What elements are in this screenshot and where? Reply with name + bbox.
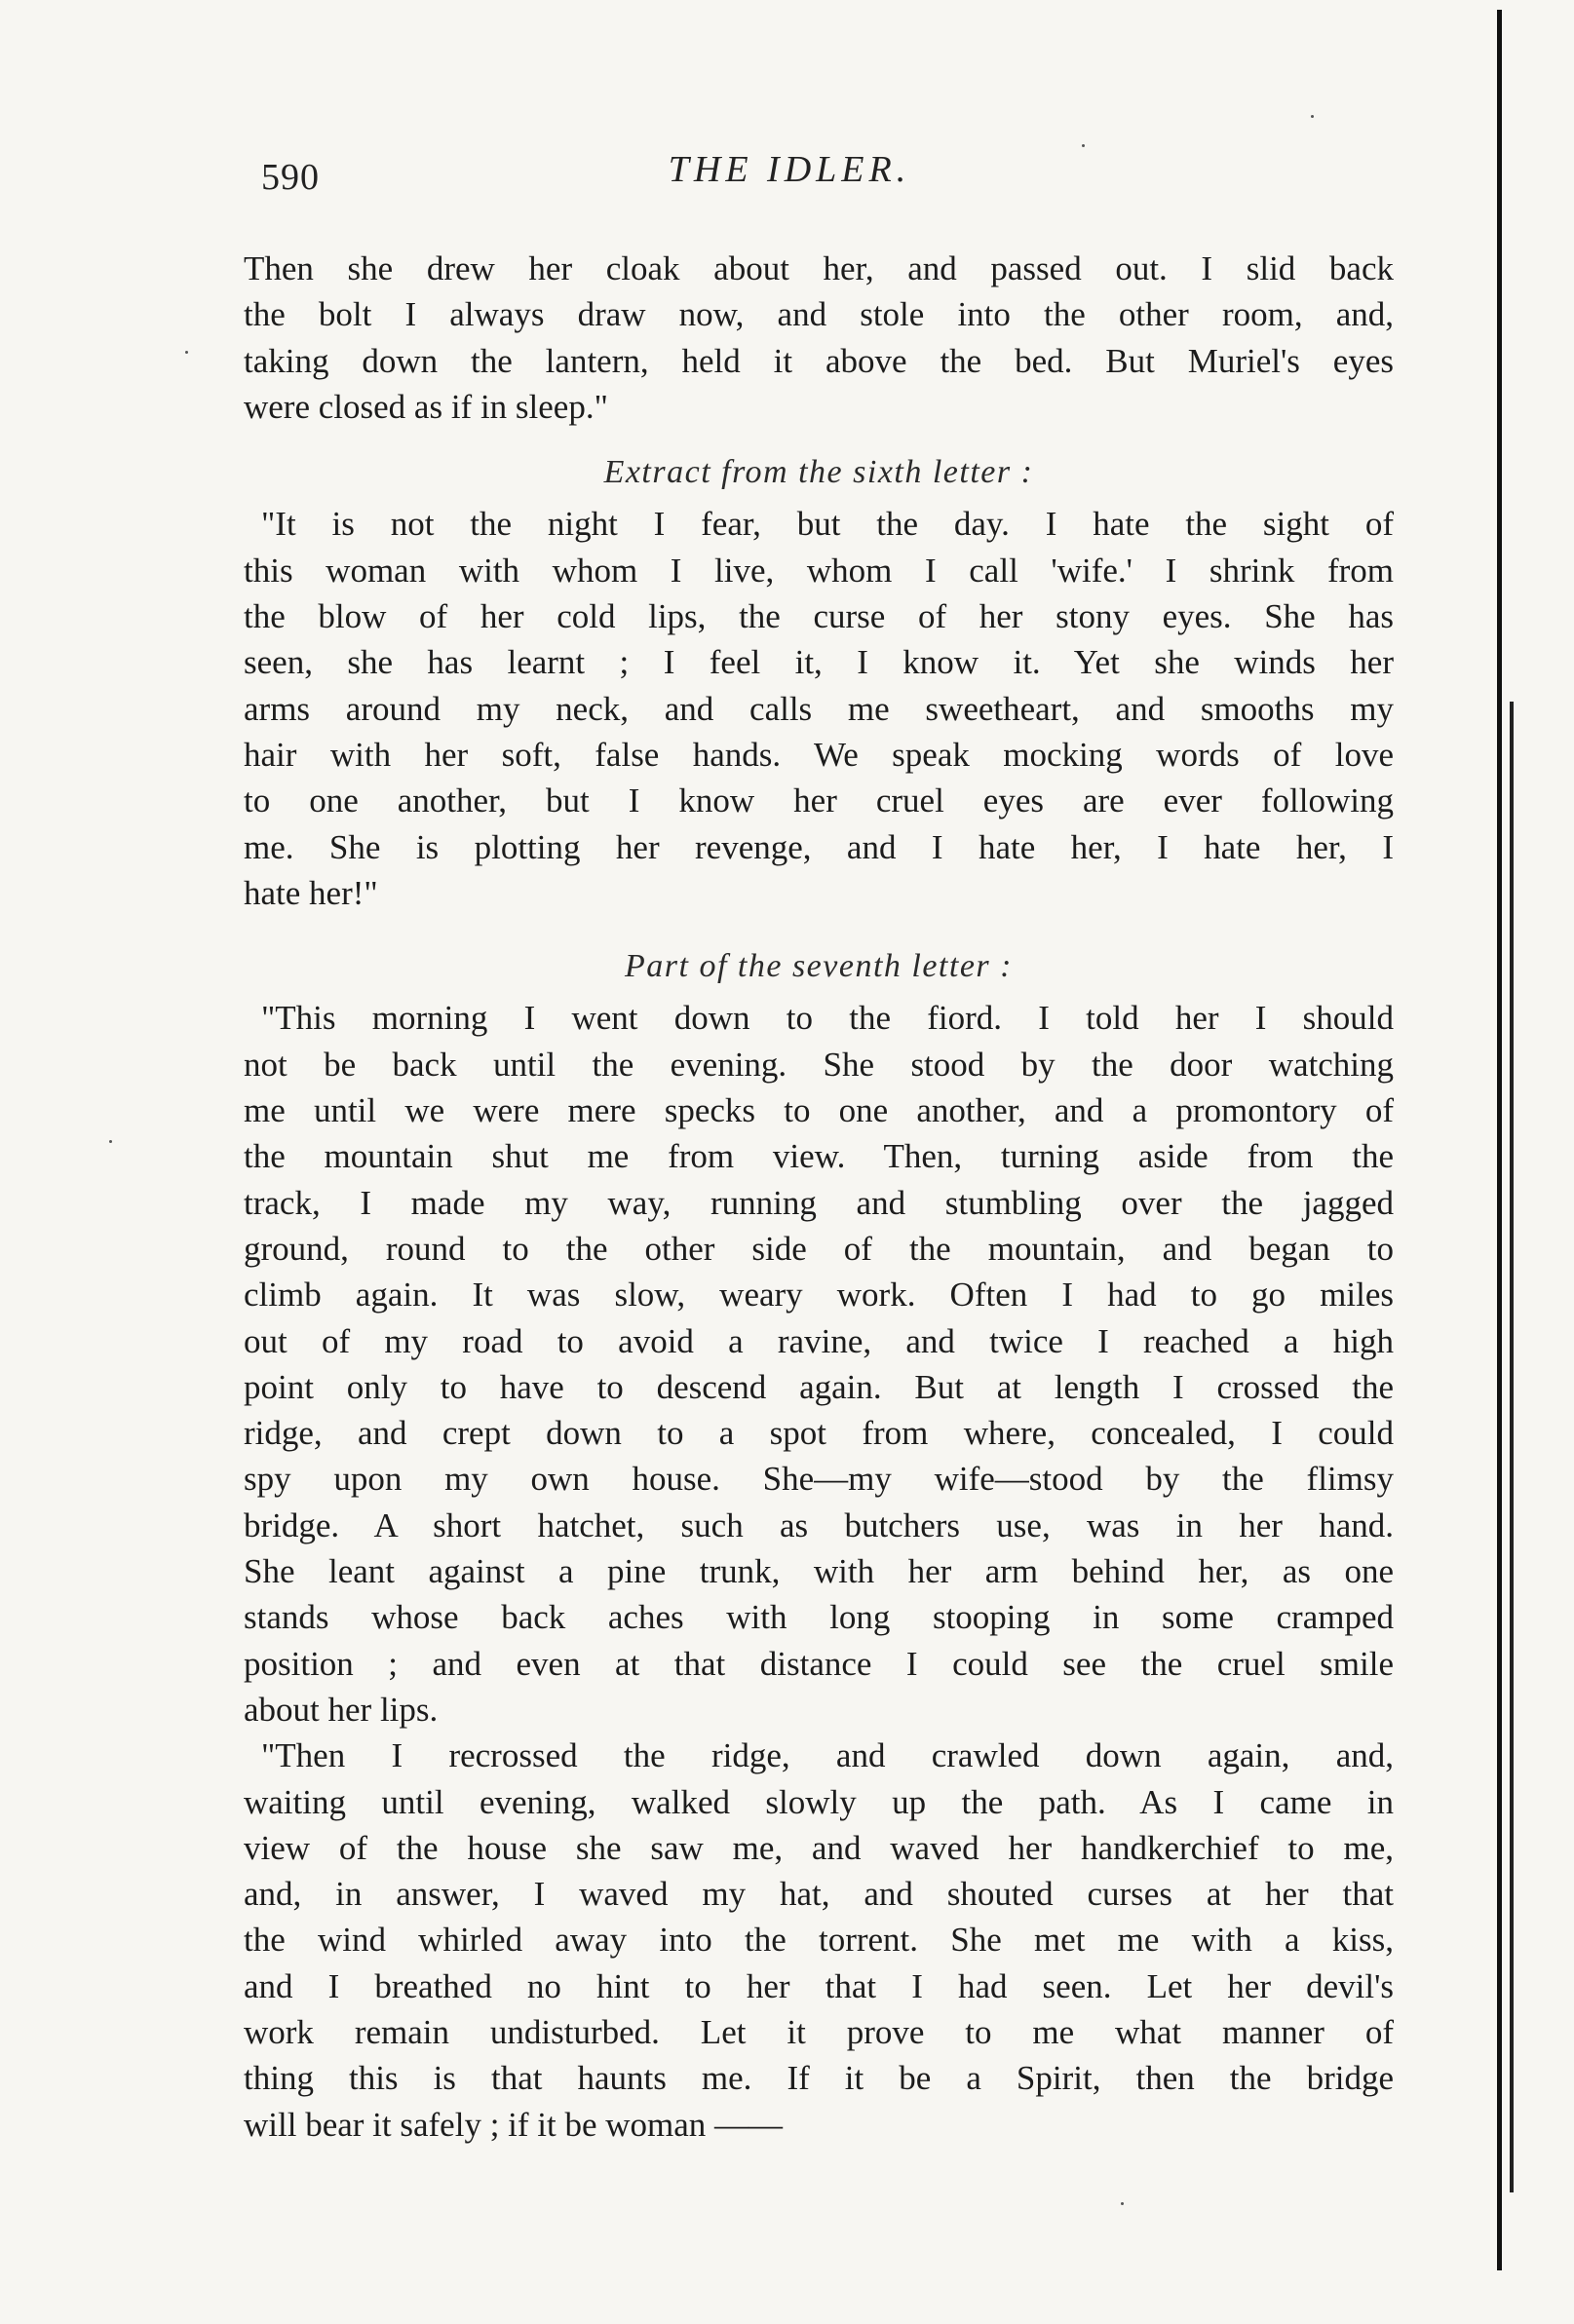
text-line: work remain undisturbed. Let it prove to me what manner of xyxy=(244,2012,1394,2051)
text-line: view of the house she saw me, and waved her handkerchief to me, xyxy=(244,1828,1394,1867)
text-line: Then she drew her cloak about her, and passed out. I slid back xyxy=(244,249,1394,287)
text-line: stands whose back aches with long stooping in some cramped xyxy=(244,1598,1394,1637)
text-line: not be back until the evening. She stood by the door watching xyxy=(244,1045,1394,1084)
text-line: the bolt I always draw now, and stole into the other room, and, xyxy=(244,295,1394,334)
text-line: out of my road to avoid a ravine, and twice I reached a high xyxy=(244,1321,1394,1360)
text-line: climb again. It was slow, weary work. Often I had to go miles xyxy=(244,1276,1394,1314)
text-line: "Then I recrossed the ridge, and crawled down again, and, xyxy=(261,1736,1394,1775)
text-line: taking down the lantern, held it above the bed. But Muriel's eyes xyxy=(244,341,1394,380)
binding-shadow-line xyxy=(1510,702,1514,2192)
text-line: hate her!" xyxy=(244,873,378,912)
text-line: and, in answer, I waved my hat, and shouted curses at her that xyxy=(244,1875,1394,1914)
text-line: track, I made my way, running and stumbling over the jagged xyxy=(244,1183,1394,1222)
paper-speck xyxy=(1082,144,1085,147)
text-line: ridge, and crept down to a spot from where, concealed, I could xyxy=(244,1414,1394,1453)
paper-speck xyxy=(109,1140,112,1143)
text-line: the mountain shut me from view. Then, turning aside from the xyxy=(244,1137,1394,1176)
section-heading-sixth-letter: Extract from the sixth letter : xyxy=(603,454,1034,491)
binding-edge-line xyxy=(1497,10,1502,2270)
paragraph-2 xyxy=(244,501,1394,916)
section-heading-seventh-letter: Part of the seventh letter : xyxy=(625,948,1013,985)
text-line: point only to have to descend again. But at length I crossed the xyxy=(244,1367,1394,1406)
text-line: this woman with whom I live, whom I call 'wife.' I shrink from xyxy=(244,551,1394,590)
text-line: hair with her soft, false hands. We speak mocking words of love xyxy=(244,735,1394,774)
paper-speck xyxy=(185,351,188,354)
text-line: "It is not the night I fear, but the day. I hate the sight of xyxy=(261,505,1394,544)
paper-speck xyxy=(1311,115,1314,118)
text-line: about her lips. xyxy=(244,1690,439,1729)
text-line: me. She is plotting her revenge, and I hate her, I hate her, I xyxy=(244,827,1394,866)
page-body xyxy=(244,246,1394,2148)
text-line: the blow of her cold lips, the curse of her stony eyes. She has xyxy=(244,597,1394,636)
text-line: arms around my neck, and calls me sweetheart, and smooths my xyxy=(244,689,1394,728)
text-line: ground, round to the other side of the mountain, and began to xyxy=(244,1229,1394,1268)
text-line: position ; and even at that distance I could see the cruel smile xyxy=(244,1644,1394,1683)
text-line: seen, she has learnt ; I feel it, I know it. Yet she winds her xyxy=(244,643,1394,682)
text-line: spy upon my own house. She—my wife—stood by the flimsy xyxy=(244,1460,1394,1499)
text-line: She leant against a pine trunk, with her arm behind her, as one xyxy=(244,1552,1394,1591)
text-line: "This morning I went down to the fiord. I told her I should xyxy=(261,999,1394,1038)
paper-speck xyxy=(1121,2202,1124,2205)
text-line: waiting until evening, walked slowly up the path. As I came in xyxy=(244,1782,1394,1821)
text-line: to one another, but I know her cruel eyes are ever following xyxy=(244,781,1394,820)
paragraph-3 xyxy=(244,995,1394,1733)
text-line: bridge. A short hatchet, such as butchers use, was in her hand. xyxy=(244,1505,1394,1544)
text-line: and I breathed no hint to her that I had seen. Let her devil's xyxy=(244,1966,1394,2005)
text-line: thing this is that haunts me. If it be a Spirit, then the bridge xyxy=(244,2059,1394,2098)
text-line: me until we were mere specks to one another, and a promontory of xyxy=(244,1091,1394,1130)
running-title: THE IDLER. xyxy=(668,149,911,190)
page-number: 590 xyxy=(261,157,320,198)
paragraph-1 xyxy=(244,246,1394,430)
text-line: the wind whirled away into the torrent. She met me with a kiss, xyxy=(244,1921,1394,1960)
text-line: were closed as if in sleep." xyxy=(244,387,608,426)
paragraph-4 xyxy=(244,1733,1394,2148)
text-line: will bear it safely ; if it be woman —— xyxy=(244,2105,784,2144)
